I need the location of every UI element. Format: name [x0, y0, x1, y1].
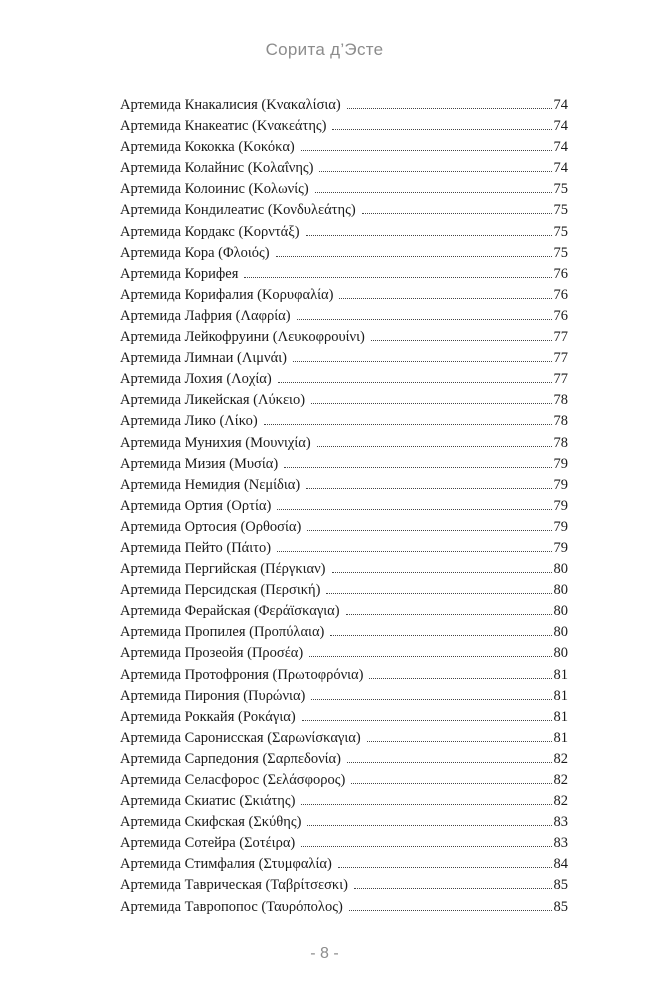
toc-entry-page: 79	[553, 539, 568, 556]
table-of-contents	[120, 95, 568, 918]
toc-entry-title: Артемида Корифалия (Κορυφαλία)	[120, 286, 334, 303]
dot-leader	[309, 655, 551, 657]
toc-entry-title: Артемида Кордакс (Κορντάξ)	[120, 223, 300, 240]
toc-entry-title: Артемида Сотейра (Σοτέιρα)	[120, 835, 296, 852]
toc-entry	[120, 791, 568, 812]
toc-entry-page: 80	[553, 603, 568, 620]
toc-entry	[120, 433, 568, 454]
toc-entry-title: Артемида Кора (Φλοιός)	[120, 244, 270, 261]
toc-entry	[120, 158, 568, 179]
toc-entry	[120, 454, 568, 475]
toc-entry-page: 77	[553, 371, 568, 388]
dot-leader	[338, 866, 552, 868]
dot-leader	[301, 803, 551, 805]
toc-entry-title: Артемида Прозеойя (Προσέα)	[120, 645, 304, 662]
toc-entry-title: Артемида Саронисская (Σαρωνίσκαγια)	[120, 729, 361, 746]
dot-leader	[332, 571, 552, 573]
toc-entry-title: Артемида Лохия (Λοχία)	[120, 371, 272, 388]
toc-entry-page: 74	[553, 160, 568, 177]
dot-leader	[317, 445, 552, 447]
dot-leader	[306, 487, 551, 489]
toc-entry	[120, 559, 568, 580]
dot-leader	[369, 677, 551, 679]
toc-entry	[120, 854, 568, 875]
toc-entry-title: Артемида Лико (Λίκο)	[120, 413, 258, 430]
toc-entry-title: Артемида Тавропопос (Ταυρόπολος)	[120, 898, 343, 915]
dot-leader	[306, 234, 552, 236]
dot-leader	[330, 634, 551, 636]
dot-leader	[346, 613, 552, 615]
toc-entry-page: 76	[553, 265, 568, 282]
toc-entry	[120, 770, 568, 791]
toc-entry-page: 80	[553, 561, 568, 578]
toc-entry-page: 85	[553, 877, 568, 894]
toc-entry-title: Артемида Персидская (Περσική)	[120, 582, 321, 599]
toc-entry-page: 84	[553, 856, 568, 873]
dot-leader	[367, 740, 552, 742]
toc-entry-title: Артемида Сарпедония (Σαρπεδονία)	[120, 750, 341, 767]
toc-entry	[120, 327, 568, 348]
toc-entry-page: 75	[553, 223, 568, 240]
toc-entry-page: 75	[553, 181, 568, 198]
toc-entry-page: 77	[553, 329, 568, 346]
toc-entry	[120, 749, 568, 770]
toc-entry	[120, 875, 568, 896]
dot-leader	[332, 128, 551, 130]
toc-entry-page: 78	[553, 413, 568, 430]
toc-entry-page: 81	[553, 729, 568, 746]
toc-entry-page: 82	[553, 750, 568, 767]
toc-entry	[120, 95, 568, 116]
toc-entry-title: Артемида Колоинис (Κολωνίς)	[120, 181, 309, 198]
toc-entry-title: Артемида Пейто (Πάιτο)	[120, 539, 272, 556]
toc-entry-title: Артемида Пропилея (Προπύλαια)	[120, 624, 325, 641]
page-number: - 8 -	[310, 945, 339, 962]
toc-entry-page: 74	[553, 118, 568, 135]
dot-leader	[319, 170, 551, 172]
toc-entry-page: 76	[553, 307, 568, 324]
toc-entry-title: Артемида Лафрия (Λαφρία)	[120, 307, 291, 324]
dot-leader	[339, 297, 551, 299]
toc-entry-page: 81	[553, 687, 568, 704]
toc-entry-title: Артемида Пирония (Πυρώνια)	[120, 687, 306, 704]
toc-entry-page: 79	[553, 455, 568, 472]
toc-entry	[120, 622, 568, 643]
dot-leader	[347, 107, 552, 109]
toc-entry-title: Артемида Кнакалисия (Κνακαλίσια)	[120, 97, 341, 113]
dot-leader	[301, 845, 551, 847]
dot-leader	[354, 887, 552, 889]
toc-entry	[120, 137, 568, 158]
toc-entry	[120, 601, 568, 622]
toc-entry	[120, 538, 568, 559]
dot-leader	[293, 360, 552, 362]
toc-entry-page: 80	[553, 645, 568, 662]
toc-entry	[120, 833, 568, 854]
toc-entry-title: Артемида Роккайя (Ροκάγια)	[120, 708, 296, 725]
toc-entry-title: Артемида Ортия (Ορτία)	[120, 497, 272, 514]
toc-entry-page: 74	[553, 139, 568, 156]
toc-entry-title: Артемида Корифея	[120, 265, 239, 282]
toc-entry-page: 77	[553, 350, 568, 367]
toc-entry	[120, 179, 568, 200]
toc-entry-page: 76	[553, 286, 568, 303]
toc-entry	[120, 580, 568, 601]
toc-entry-title: Артемида Таврическая (Ταβρίτσεσκι)	[120, 877, 348, 894]
toc-entry-title: Артемида Кнакеатис (Κνακεάτης)	[120, 118, 327, 135]
toc-entry	[120, 200, 568, 221]
dot-leader	[347, 761, 552, 763]
dot-leader	[351, 782, 551, 784]
toc-entry-page: 79	[553, 476, 568, 493]
toc-entry-page: 81	[553, 666, 568, 683]
dot-leader	[264, 423, 552, 425]
toc-entry-title: Артемида Селасфорос (Σελάσφορος)	[120, 772, 346, 788]
toc-entry-page: 80	[553, 624, 568, 641]
toc-entry	[120, 897, 568, 918]
dot-leader	[349, 909, 552, 911]
toc-entry	[120, 411, 568, 432]
toc-entry-page: 80	[553, 582, 568, 599]
dot-leader	[326, 592, 551, 594]
toc-entry-page: 75	[553, 202, 568, 219]
dot-leader	[276, 255, 552, 257]
toc-entry-page: 82	[553, 772, 568, 788]
dot-leader	[277, 508, 551, 510]
toc-entry-title: Артемида Пергийская (Πέργκιαν)	[120, 561, 326, 578]
toc-entry	[120, 348, 568, 369]
dot-leader	[311, 698, 551, 700]
toc-entry-title: Артемида Ферайская (Φεράϊσκαγια)	[120, 603, 340, 620]
toc-entry-page: 79	[553, 518, 568, 535]
dot-leader	[371, 339, 552, 341]
toc-entry	[120, 116, 568, 137]
toc-entry	[120, 643, 568, 664]
toc-entry-page: 85	[553, 898, 568, 915]
dot-leader	[297, 318, 552, 320]
toc-entry-title: Артемида Ортосия (Ορθοσία)	[120, 518, 302, 535]
toc-entry-page: 78	[553, 392, 568, 409]
toc-entry-title: Артемида Мунихия (Μουνιχία)	[120, 434, 311, 451]
toc-entry-title: Артемида Скиатис (Σκιάτης)	[120, 793, 296, 810]
toc-entry-title: Артемида Стимфалия (Στυμφαλία)	[120, 856, 332, 873]
toc-entry-page: 82	[553, 793, 568, 810]
dot-leader	[278, 381, 552, 383]
toc-entry-page: 81	[553, 708, 568, 725]
toc-entry	[120, 517, 568, 538]
toc-entry-page: 74	[553, 97, 568, 113]
dot-leader	[307, 529, 551, 531]
toc-entry	[120, 264, 568, 285]
toc-entry-title: Артемида Колайнис (Κολαΐνης)	[120, 160, 314, 177]
toc-entry-title: Артемида Скифская (Σκύθης)	[120, 814, 302, 831]
toc-entry-title: Артемида Кондилеатис (Κονδυλεάτης)	[120, 202, 356, 219]
toc-entry-title: Артемида Ликейская (Λύκειο)	[120, 392, 306, 409]
toc-entry-title: Артемида Лейкофруини (Λευκοφρουίνι)	[120, 329, 365, 346]
toc-entry	[120, 707, 568, 728]
toc-entry-page: 83	[553, 835, 568, 852]
toc-entry-title: Артемида Немидия (Νεμίδια)	[120, 476, 301, 493]
toc-entry-title: Артемида Кококка (Κοκόκα)	[120, 139, 295, 156]
dot-leader	[244, 276, 551, 278]
toc-entry-title: Артемида Мизия (Μυσία)	[120, 455, 279, 472]
dot-leader	[315, 191, 552, 193]
dot-leader	[284, 466, 551, 468]
dot-leader	[302, 719, 552, 721]
toc-entry	[120, 390, 568, 411]
toc-entry-page: 75	[553, 244, 568, 261]
toc-entry-title: Артемида Лимнаи (Λιμνάι)	[120, 350, 287, 367]
dot-leader	[307, 824, 551, 826]
toc-entry	[120, 496, 568, 517]
dot-leader	[301, 149, 552, 151]
toc-entry-page: 78	[553, 434, 568, 451]
toc-entry-page: 79	[553, 497, 568, 514]
toc-entry	[120, 475, 568, 496]
toc-entry	[120, 222, 568, 243]
toc-entry	[120, 686, 568, 707]
toc-entry	[120, 665, 568, 686]
toc-entry	[120, 285, 568, 306]
running-header: Сорита д’Эсте	[265, 40, 384, 59]
dot-leader	[311, 402, 551, 404]
dot-leader	[362, 212, 552, 214]
toc-entry	[120, 243, 568, 264]
toc-entry	[120, 369, 568, 390]
toc-entry	[120, 728, 568, 749]
toc-entry-title: Артемида Протофрония (Πρωτοφρόνια)	[120, 666, 364, 683]
toc-entry	[120, 812, 568, 833]
toc-entry-page: 83	[553, 814, 568, 831]
toc-entry	[120, 306, 568, 327]
dot-leader	[277, 550, 551, 552]
